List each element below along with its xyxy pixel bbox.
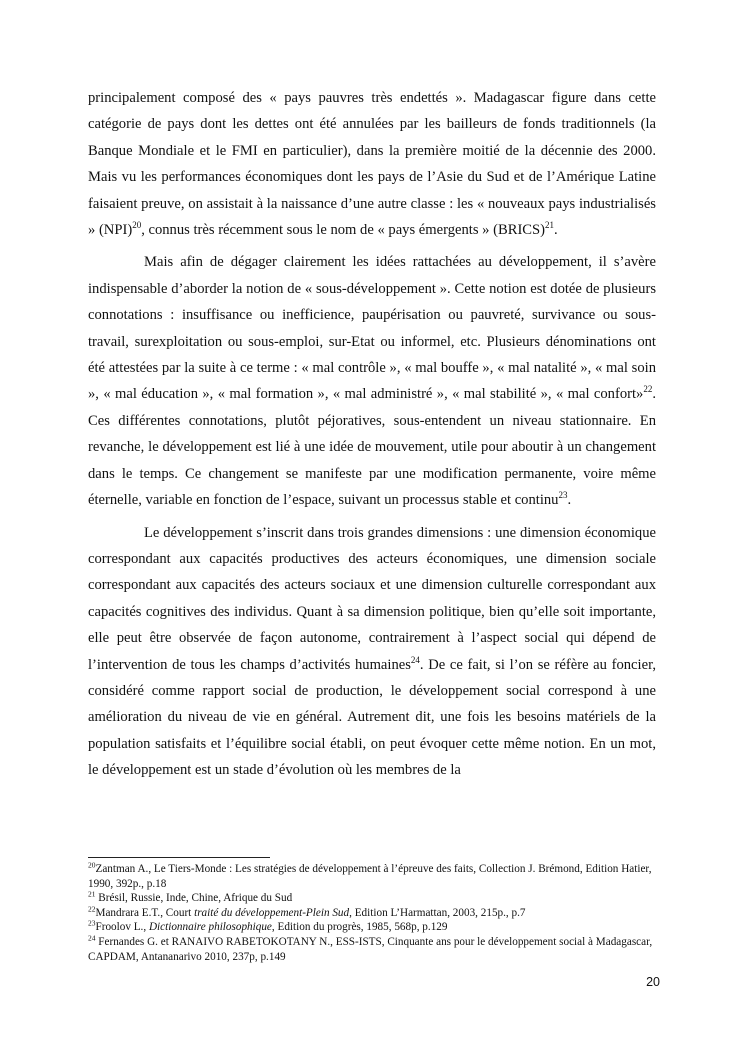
footnote-separator [88, 857, 270, 858]
footnote-text: , Edition L’Harmattan, 2003, 215p., p.7 [349, 906, 526, 919]
footnote-title-italic: traité du développement-Plein Sud [194, 906, 350, 919]
paragraph-text: . Ces différentes connotations, plutôt péjoratives, sous-entendent un niveau stationnaire. En revanche, le développement est lié à une idée de mouvement, utile pour aboutir à un changement dans le temps. Ce changement se manifeste par une modification permanente, voire même éternelle, variable en fonction de l’espace, suivant un processus stable et continu [88, 386, 656, 509]
footnote-number: 24 [88, 933, 96, 943]
footnote-text: Zantman A., Le Tiers-Monde : Les stratégies de développement à l’épreuve des faits, Collection J. Brémond, Edition Hatier, 1990, 392p., p.18 [88, 863, 652, 890]
footnote-text: Brésil, Russie, Inde, Chine, Afrique du Sud [95, 892, 293, 905]
paragraph-3 [88, 520, 656, 784]
footnote-number: 22 [88, 904, 96, 914]
footnote-20 [88, 862, 656, 891]
footnote-number: 20 [88, 860, 96, 870]
footnote-21 [88, 891, 656, 906]
paragraph-text: , connus très récemment sous le nom de « pays émergents » (BRICS) [141, 222, 546, 239]
footnote-number: 23 [88, 918, 96, 928]
paragraph-text: . [554, 222, 558, 239]
footnote-ref: 23 [558, 490, 568, 501]
footnote-ref: 21 [545, 220, 555, 231]
footnote-ref: 22 [643, 384, 653, 395]
paragraph-1 [88, 85, 656, 243]
paragraph-text: . De ce fait, si l’on se réfère au foncier, considéré comme rapport social de production, le développement social correspond à une amélioration du niveau de vie en général. Autrement dit, une fois les besoins matériels de la population satisfaits et l’équilibre social établi, on peut évoquer cette même notion. En un mot, le développement est un stade d’évolution où les membres de la [88, 656, 656, 779]
paragraph-text: . [567, 492, 572, 509]
footnotes [88, 862, 656, 964]
footnote-text: Fernandes G. et RANAIVO RABETOKOTANY N., ESS-ISTS, Cinquante ans pour le développement social à Madagascar, CAPDAM, Antananarivo 2010, 237p, p.149 [88, 935, 653, 963]
footnote-ref: 24 [410, 654, 420, 665]
footnote-ref: 20 [132, 220, 142, 231]
footnote-24 [88, 935, 656, 964]
footnote-text: Mandrara E.T., Court [95, 906, 195, 919]
paragraph-text: Le développement s’inscrit dans trois grandes dimensions : une dimension économique correspondant aux capacités productives des acteurs économiques, une dimension sociale correspondant aux capacités des acteurs sociaux et une dimension culturelle correspondant aux capacités cognitives des individus. Quant à sa dimension politique, bien qu’elle soit importante, elle peut être observée de façon autonome, contrairement à l’aspect social qui dépend de l’intervention de tous les champs d’activités humaines [88, 524, 656, 673]
footnote-23 [88, 920, 656, 935]
footnote-number: 21 [88, 889, 96, 899]
footnote-text: , Edition du progrès, 1985, 568p, p.129 [271, 921, 448, 934]
footnote-text: Froolov L., [95, 921, 149, 934]
paragraph-text: Mais afin de dégager clairement les idées rattachées au développement, il s’avère indispensable d’aborder la notion de « sous-développement ». Cette notion est dotée de plusieurs connotations : insuffisance ou inefficience, paupérisation ou pauvreté, survivance ou sous-travail, surexploitation ou sous-emploi, sur-Etat ou informel, etc. Plusieurs dénominations ont été attestées par la suite à ce terme : « mal contrôle », « mal bouffe », « mal natalité », « mal soin », « mal éducation », « mal formation », « mal administré », « mal stabilité », « mal confort» [88, 254, 656, 403]
footnote-title-italic: Dictionnaire philosophique [148, 921, 272, 934]
page-number: 20 [646, 975, 660, 989]
footnote-22 [88, 906, 656, 921]
paragraph-2 [88, 249, 656, 513]
paragraph-text: principalement composé des « pays pauvres très endettés ». Madagascar figure dans cette catégorie de pays dont les dettes ont été annulées par les bailleurs de fonds traditionnels (la Banque Mondiale et le FMI en particulier), dans la première moitié de la décennie des 2000. Mais vu les performances économiques dont les pays de l’Asie du Sud et de l’Amérique Latine faisaient preuve, on assistait à la naissance d’une autre classe : les « nouveaux pays industrialisés » (NPI) [88, 90, 656, 239]
body-text [88, 85, 656, 790]
